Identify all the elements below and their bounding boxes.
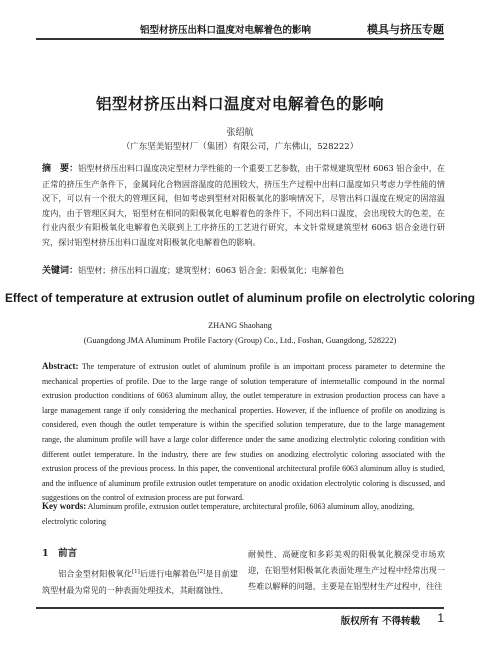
running-title: 铝型材挤压出料口温度对电解着色的影响 [140,25,312,36]
keywords-en-label: Key words: [42,501,87,511]
body-column-right [248,546,445,594]
author-cn: 张绍航 [226,128,254,138]
journal-column-name: 模具与挤压专题 [367,23,444,36]
keywords-cn [42,264,445,278]
affiliation-en: (Guangdong JMA Aluminum Profile Factory (Group) Co., Ltd., Foshan, Guangdong, 528222) [83,336,397,345]
abstract-en [42,359,445,506]
citation-ref: [2] [197,569,206,575]
abstract-en-label: Abstract: [42,361,79,371]
keywords-cn-label: 关键词： [42,266,79,276]
article-title-cn: 铝型材挤压出料口温度对电解着色的影响 [95,94,384,113]
copyright-notice: 版权所有 不得转载 [340,616,420,627]
affiliation-cn: （广东坚美铝型材厂（集团）有限公司，广东佛山，528222） [121,142,359,152]
section-heading: 1 前言 [42,548,78,559]
keywords-en-text: Aluminum profile, extrusion outlet temperature, architectural profile, 6063 aluminum alloy, anodizing, electrolytic coloring [42,502,415,526]
footer-rule [36,607,444,609]
para-text: 铝合金型材阳极氧化 [58,568,133,579]
keywords-cn-text: 铝型材；挤压出料口温度；建筑型材；6063 铝合金；阳极氧化；电解着色 [78,265,345,275]
author-en: ZHANG Shaohang [208,321,272,330]
header-rule [36,38,444,40]
body-paragraph [42,564,238,598]
article-title-en: Effect of temperature at extrusion outlet of aluminum profile on electrolytic coloring [5,291,475,305]
abstract-cn-label: 摘 要： [42,164,79,174]
abstract-cn-text: 铝型材挤压出料口温度决定型材力学性能的一个重要工艺参数，由于常规建筑型材 6063 铝合金中，在正常的挤压生产条件下，金属间化合物固溶温度的范围较大，挤压生产过程中出料口温度如只考虑力学性能的情况下，可以有一个很大的管理区间，但如考虑到型材对阳极氧化的影响情况下，尽管出料口温度在规定的固溶温度内，由于管理区间大，铝型材在相同的阳极氧化电解着色的条件下，不同出料口温度，会出现较大的色差，在行业内很少有阳极氧化电解着色关联到上工序挤压的工艺进行研究，本文针常规建筑型材 6063 铝合金进行研究，探讨铝型材挤压出料口温度对阳极氧化电解着色的影响。 [42,163,445,247]
page-header [0,0,480,60]
para-text: 后进行电解着色 [139,568,198,579]
keywords-en [42,499,445,529]
citation-ref: [1] [132,569,140,575]
para-text: 是目前建筑型材最为常见的一种表面处理技术，其耐腐蚀性、 [42,568,238,595]
page-number: 1 [437,611,444,625]
body-column-left [42,546,238,598]
body-paragraph: 耐候性、高硬度和多彩美观的阳极氧化膜深受市场欢迎，在铝型材阳极氧化表面处理生产过程中经常出现一些难以解释的问题，主要是在铝型材生产过程中，往往 [248,549,445,591]
abstract-en-text: The temperature of extrusion outlet of aluminum profile is an important process parameter to determine the mechanical properties of profile. Due to the large range of solution temperature of intermetallic compound in the normal extrusion production conditions of 6063 aluminum alloy, the outlet temperature in extrusion production process can have a large management range if only considering the mechanical properties. However, if the influence of profile on anodizing is considered, even though the outlet temperature is within the specified solution temperature, due to the large management range, the aluminum profile will have a large color difference under the same anodizing electrolytic coloring condition with different outlet temperature. In the industry, there are few studies on anodizing electrolytic coloring associated with the extrusion process of the previous process. In this paper, the conventional architectural profile 6063 aluminum alloy is studied, and the influence of aluminum profile extrusion outlet temperature on anodic oxidation electrolytic coloring is discussed, and suggestions on the control of extrusion process are put forward. [42,362,445,503]
abstract-cn [42,161,445,250]
